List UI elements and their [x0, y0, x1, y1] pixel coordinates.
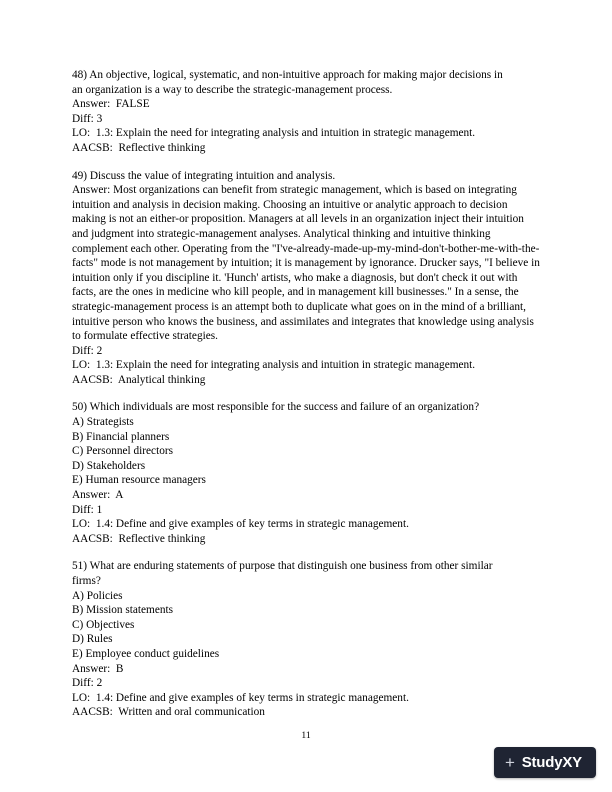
watermark-badge: [494, 747, 596, 778]
difficulty-line: Diff: 3: [72, 112, 103, 125]
answer-paragraph: Answer: Most organizations can benefit from strategic management, which is based on integrating intuition and analysis in decision making. Choosing an intuitive or analytic approach to decision making is not an either-or proposition. Managers at all levels in an organization inject their intuition and judgment into strategic-management analyses. Analytical thinking and intuitive thinking complement each other. Operating from the "I've-already-made-up-my-mind-don't-bother-me-with-the-facts" mode is not management by intuition; it is management by ignorance. Drucker says, "I believe in intuition only if you discipline it. 'Hunch' artists, who make a diagnosis, but don't check it out with facts, are the ones in medicine who kill people, and in management kill businesses." In a sense, the strategic-management process is an attempt both to duplicate what goes on in the mind of a brilliant, intuitive person who knows the business, and assimilates and integrates that knowledge using analysis to formulate effective strategies.: [72, 184, 540, 343]
watermark-label: [522, 754, 582, 771]
question-block-50: [72, 400, 540, 546]
choice-c: C) Objectives: [72, 618, 135, 631]
plus-icon: +: [504, 753, 515, 772]
choice-b: B) Financial planners: [72, 430, 170, 443]
text-line: an organization is a way to describe the strategic-management process.: [72, 83, 393, 96]
aacsb-line: AACSB: Reflective thinking: [72, 141, 206, 154]
choice-c: C) Personnel directors: [72, 445, 174, 458]
difficulty-line: Diff: 1: [72, 503, 103, 516]
watermark-label-xy: XY: [562, 754, 582, 771]
watermark-label-study: Study: [521, 754, 563, 771]
difficulty-line: Diff: 2: [72, 344, 103, 357]
answer-line: Answer: FALSE: [72, 98, 150, 111]
text-line: 49) Discuss the value of integrating intuition and analysis.: [72, 169, 336, 182]
choice-d: D) Stakeholders: [72, 459, 146, 472]
text-line: 50) Which individuals are most responsible for the success and failure of an organization?: [72, 401, 480, 414]
choice-a: A) Strategists: [72, 416, 134, 429]
aacsb-line: AACSB: Analytical thinking: [72, 373, 206, 386]
text-line: 51) What are enduring statements of purpose that distinguish one business from other similar: [72, 560, 493, 573]
choice-d: D) Rules: [72, 633, 113, 646]
question-block-51: [72, 559, 540, 720]
learning-objective-line: LO: 1.3: Explain the need for integrating analysis and intuition in strategic management.: [72, 359, 476, 372]
difficulty-line: Diff: 2: [72, 677, 103, 690]
choice-b: B) Mission statements: [72, 604, 174, 617]
question-block-49: [72, 169, 540, 388]
text-line: 48) An objective, logical, systematic, and non-intuitive approach for making major decisions in: [72, 69, 503, 81]
learning-objective-line: LO: 1.4: Define and give examples of key terms in strategic management.: [72, 518, 409, 531]
page-number: 11: [301, 730, 311, 741]
answer-line: Answer: B: [72, 662, 124, 675]
answer-line: Answer: A: [72, 489, 124, 502]
aacsb-line: AACSB: Reflective thinking: [72, 532, 206, 545]
learning-objective-line: LO: 1.3: Explain the need for integrating analysis and intuition in strategic management.: [72, 127, 476, 140]
choice-e: E) Human resource managers: [72, 474, 206, 487]
question-block-48: [72, 68, 540, 156]
text-line: firms?: [72, 575, 101, 587]
choice-e: E) Employee conduct guidelines: [72, 647, 220, 660]
learning-objective-line: LO: 1.4: Define and give examples of key terms in strategic management.: [72, 691, 409, 704]
aacsb-line: AACSB: Written and oral communication: [72, 706, 265, 719]
choice-a: A) Policies: [72, 589, 123, 602]
